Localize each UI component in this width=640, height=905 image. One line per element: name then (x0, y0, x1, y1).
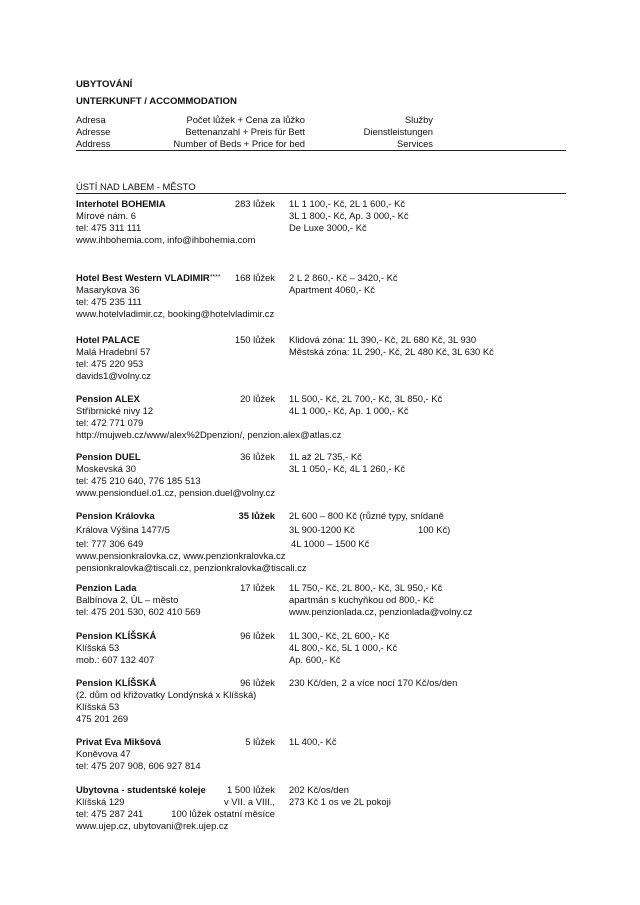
entry-web: davids1@volny.cz (76, 370, 151, 381)
entry-beds: 96 lůžek (240, 630, 275, 641)
entry-phone: tel: 472 771 079 (76, 417, 144, 428)
entry-beds: 35 lůžek (238, 510, 275, 521)
entry-beds-note: 100 lůžek ostatní měsíce (171, 808, 275, 819)
entry-price-line: 1L 500,- Kč, 2L 700,- Kč, 3L 850,- Kč (289, 393, 443, 404)
entry-price-line: 273 Kč 1 os ve 2L pokoji (289, 796, 391, 807)
entry-address-line: Klíšská 53 (76, 701, 120, 712)
entry-price-line: 4L 1000 – 1500 Kč (291, 538, 370, 549)
entry-phone: tel: 475 207 908, 606 927 814 (76, 760, 201, 771)
entry-beds-note: v VII. a VIII., (223, 796, 275, 807)
column-header-address-cs: Adresa (76, 114, 106, 125)
entry-name: Pension Královka (76, 510, 155, 521)
entry-phone: 475 201 269 (76, 713, 129, 724)
entry-phone: tel: 777 306 649 (76, 538, 144, 549)
entry-price-line: Apartment 4060,- Kč (289, 284, 375, 295)
entry-phone: tel: 475 220 953 (76, 358, 144, 369)
entry-location-note: (2. dům od křižovatky Londýnská x Klíšská) (76, 689, 257, 700)
entry-price-line: Ap. 600,- Kč (289, 654, 341, 665)
entry-name: Hotel PALACE (76, 334, 140, 345)
entry-name: Ubytovna - studentské koleje (76, 784, 206, 795)
entry-name-line (76, 272, 221, 283)
entry-beds: 168 lůžek (234, 272, 275, 283)
entry-name: Pension DUEL (76, 451, 141, 462)
entry-address-line: Balbínova 2, ÚL – město (76, 594, 179, 605)
entry-phone: mob.: 607 132 407 (76, 654, 155, 665)
column-header-beds-cs: Počet lůžek + Cena za lůžko (186, 114, 305, 125)
entry-price-line: 2L 600 – 800 Kč (různé typy, snídaně (289, 510, 444, 521)
entry-name: Pension ALEX (76, 393, 140, 404)
entry-phone: tel: 475 235 111 (76, 296, 142, 307)
entry-address-line: Masarykova 36 (76, 284, 140, 295)
column-header-services-de: Dienstleistungen (363, 126, 433, 137)
entry-price-line: 3L 900-1200 Kč (289, 524, 355, 535)
entry-price-line: 2 L 2 860,- Kč – 3420,- Kč (289, 272, 398, 283)
column-header-beds-en: Number of Beds + Price for bed (173, 138, 305, 149)
entry-beds: 150 lůžek (234, 334, 275, 345)
entry-beds: 20 lůžek (240, 393, 275, 404)
entry-address-line: Mírové nám. 6 (76, 210, 136, 221)
entry-beds: 1 500 lůžek (227, 784, 275, 795)
entry-phone: tel: 475 287 241 (76, 808, 144, 819)
entry-address-line: Klíšská 53 (76, 642, 120, 653)
page-title: UBYTOVÁNÍ (76, 79, 133, 90)
entry-price-line: 4L 1 000,- Kč, Ap. 1 000,- Kč (289, 405, 409, 416)
entry-web: www.pensionduel.o1.cz, pension.duel@volny.cz (76, 487, 276, 498)
entry-price-line: 3L 1 050,- Kč, 4L 1 260,- Kč (289, 463, 406, 474)
entry-email: pensionkralovka@tiscali.cz, penzionkralovka@tiscali.cz (76, 562, 307, 573)
entry-web: www.ujep.cz, ubytovani@rek.ujep.cz (76, 820, 229, 831)
entry-address-line: Králova Výšina 1477/5 (76, 524, 170, 535)
section-divider (76, 193, 566, 194)
entry-price-line: 1L 1 100,- Kč, 2L 1 600,- Kč (289, 198, 406, 209)
entry-address-line: Malá Hradební 57 (76, 346, 151, 357)
entry-price-line: 202 Kč/os/den (289, 784, 349, 795)
entry-beds: 36 lůžek (240, 451, 275, 462)
entry-beds: 96 lůžek (240, 677, 275, 688)
entry-price-line: 3L 1 800,- Kč, Ap. 3 000,- Kč (289, 210, 409, 221)
entry-beds: 283 lůžek (234, 198, 275, 209)
entry-price-line: Klidová zóna: 1L 390,- Kč, 2L 680 Kč, 3L 930 (289, 334, 477, 345)
entry-price-line: 230 Kč/den, 2 a více nocí 170 Kč/os/den (289, 677, 458, 688)
entry-phone: tel: 475 210 640, 776 185 513 (76, 475, 201, 486)
column-header-beds-de: Bettenanzahl + Preis für Bett (185, 126, 305, 137)
entry-web: http://mujweb.cz/www/alex%2Dpenzion/, penzion.alex@atlas.cz (76, 429, 342, 440)
entry-phone: tel: 475 201 530, 602 410 569 (76, 606, 201, 617)
entry-price-line: 1L 400,- Kč (289, 736, 337, 747)
entry-address-line: Klíšská 129 (76, 796, 125, 807)
entry-address-line: Moskevská 30 (76, 463, 136, 474)
column-header-address-en: Address (76, 138, 111, 149)
section-title: ÚSTÍ NAD LABEM - MĚSTO (76, 181, 196, 192)
entry-price-line: apartmán s kuchyňkou od 800,- Kč (289, 594, 434, 605)
entry-name: Hotel Best Western VLADIMIR (76, 272, 210, 283)
entry-name: Pension KLÍŠSKÁ (76, 630, 157, 641)
star-rating: **** (209, 274, 221, 281)
entry-web: www.pensionkralovka.cz, www.penzionkralovka.cz (76, 550, 286, 561)
column-header-services-en: Services (397, 138, 433, 149)
entry-price-line: De Luxe 3000,- Kč (289, 222, 367, 233)
entry-price-line: 1L 750,- Kč, 2L 800,- Kč, 3L 950,- Kč (289, 582, 443, 593)
column-header-address-de: Adresse (76, 126, 111, 137)
entry-price-line: 1L 300,- Kč, 2L 600,- Kč (289, 630, 390, 641)
entry-address-line: Koněvova 47 (76, 748, 131, 759)
entry-address-line: Stříbrnické nivy 12 (76, 405, 154, 416)
entry-price-line: 4L 800,- Kč, 5L 1 000,- Kč (289, 642, 398, 653)
entry-name: Pension KLÍŠSKÁ (76, 677, 157, 688)
entry-beds: 17 lůžek (240, 582, 275, 593)
page-subtitle: UNTERKUNFT / ACCOMMODATION (76, 96, 237, 107)
entry-price-line: Městská zóna: 1L 290,- Kč, 2L 480 Kč, 3L 630 Kč (289, 346, 494, 357)
entry-name: Penzion Lada (76, 582, 137, 593)
entry-name: Interhotel BOHEMIA (76, 198, 166, 209)
entry-web: www.hotelvladimir.cz, booking@hotelvladimir.cz (76, 308, 275, 319)
entry-phone: tel: 475 311 111 (76, 222, 142, 233)
entry-beds: 5 lůžek (245, 736, 275, 747)
entry-price-note: 100 Kč) (418, 524, 451, 535)
header-divider (76, 150, 566, 151)
entry-web: www.ihbohemia.com, info@ihbohemia.com (76, 234, 256, 245)
entry-name: Privat Eva Mikšová (76, 736, 161, 747)
entry-web: www.penzionlada.cz, penzionlada@volny.cz (289, 606, 473, 617)
entry-price-line: 1L až 2L 735,- Kč (289, 451, 362, 462)
column-header-services-cs: Služby (404, 114, 433, 125)
